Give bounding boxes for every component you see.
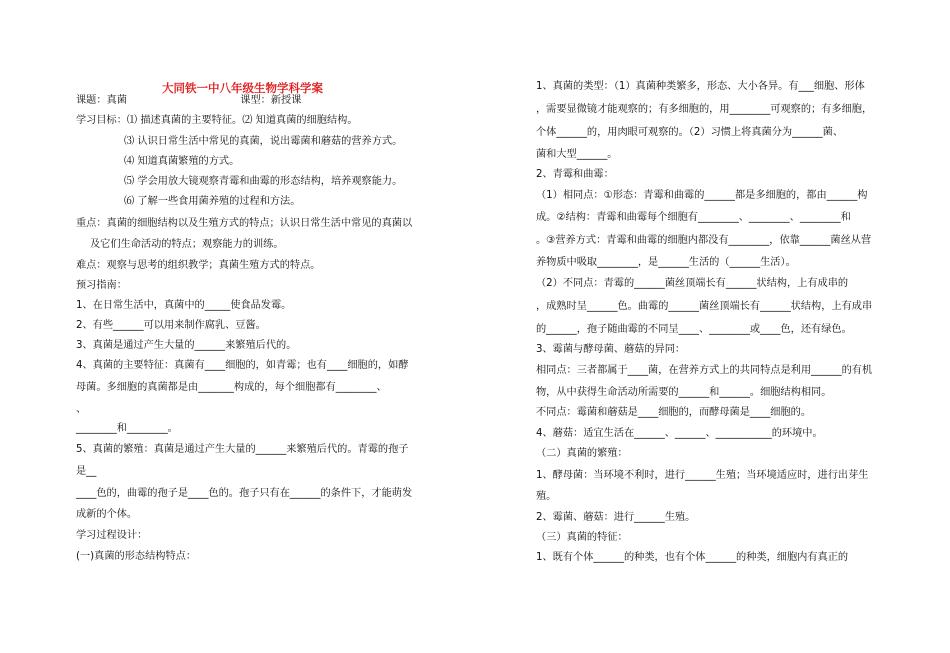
objective-line: ⑸ 学会用放大镜观察青霉和曲霉的形态结构，培养观察能力。 [124, 176, 403, 187]
content-line: 2、青霉和曲霉： [536, 169, 614, 180]
content-line: 1、酵母菌：当环境不利时，进行______生殖；当环境适应时，进行出芽生 [536, 470, 869, 481]
key-points-cont: 及它们生命活动的特点；观察能力的训练。 [90, 239, 284, 250]
content-line: 物，从中获得生命活动所需要的______和______。细胞结构相同。 [536, 387, 832, 398]
content-line: 成。②结构：青霉和曲霉每个细胞有________、________、________和 [536, 212, 851, 223]
key-points: 重点：真菌的细胞结构以及生殖方式的特点；认识日常生活中常见的真菌以 [76, 218, 413, 229]
preview-item: 5、真菌的繁殖：真菌是通过产生大量的______来繁殖后代的。青霉的孢子 [76, 444, 409, 455]
content-line: 2、霉菌、蘑菇：进行______生殖。 [536, 512, 696, 523]
objective-line: ⑷ 知道真菌繁殖的方式。 [124, 156, 240, 167]
content-line: ，需要显微镜才能观察的；有多细胞的，用________可观察的；有多细胞， [536, 104, 873, 115]
preview-item-cont: ____色的，曲霉的孢子是____色的。孢子只有在______的条件下，才能萌发 [76, 488, 413, 499]
section-heading: (一)真菌的形态结构特点： [76, 551, 197, 562]
difficult-points: 难点：观察与思考的组织教学；真菌生殖方式的特点。 [76, 260, 321, 271]
content-line: 1、既有个体______的种类，也有个体______的种类，细胞内有真正的 [536, 552, 849, 563]
content-line: 1、真菌的类型：（1）真菌种类繁多，形态、大小各异。有___细胞、形体 [536, 81, 865, 92]
content-line: 3、霉菌与酵母菌、蘑菇的异同： [536, 344, 686, 355]
content-line: 的______，孢子随曲霉的不同呈____、________或____色，还有绿色。 [536, 324, 852, 335]
preview-item: 1、在日常生活中，真菌中的_____使食品发霉。 [76, 300, 292, 311]
preview-item: 3、真菌是通过产生大量的______来繁殖后代的。 [76, 340, 297, 351]
preview-item-cont: 是__ [76, 466, 97, 477]
preview-guide-heading: 预习指南： [76, 280, 127, 291]
objective-line: ⑹ 了解一些食用菌养殖的过程和方法。 [124, 196, 301, 207]
content-line: 不同点：霉菌和蘑菇是____细胞的，而酵母菌是____细胞的。 [536, 407, 812, 418]
section-heading: （三）真菌的特征： [536, 532, 628, 543]
preview-item: 4、真菌的主要特征：真菌有____细胞的，如青霉；也有____细胞的，如酵 [76, 360, 409, 371]
content-line: 养物质中吸取________，是______生活的（______生活）。 [536, 257, 796, 268]
document-title: 大同铁一中八年级生物学科学案 [162, 81, 323, 95]
preview-item: 2、有些______可以用来制作腐乳、豆酱。 [76, 320, 266, 331]
objective-line: ⑶ 认识日常生活中常见的真菌，说出霉菌和蘑菇的营养方式。 [124, 136, 403, 147]
preview-item-cont: 母菌。多细胞的真菌都是由_______构成的，每个细胞都有________、 [76, 382, 387, 393]
content-line: 相同点：三者都属于____菌，在营养方式上的共同特点是利用______的有机 [536, 365, 873, 376]
lesson-info: 课题：真菌 课型：新授课 [76, 95, 302, 106]
process-heading: 学习过程设计： [76, 530, 148, 541]
content-line: 殖。 [536, 491, 557, 502]
content-line: 个体______的，用肉眼可观察的。（2）习惯上将真菌分为______菌、 [536, 127, 844, 138]
content-line: 菌和大型______。 [536, 149, 618, 160]
content-line: ，成熟时呈______色。曲霉的______菌丝顶端长有______状结构，上有成串 [536, 301, 873, 312]
content-line: （1）相同点：①形态：青霉和曲霉的______都是多细胞的，都由______构 [536, 190, 868, 201]
content-line: 4、蘑菇：适宜生活在______、______、___________的环境中。 [536, 428, 823, 439]
preview-item-cont: 、 [76, 404, 87, 415]
content-line: 。③营养方式：青霉和曲霉的细胞内都没有________，依靠______菌丝从营 [536, 235, 872, 246]
objective-line: 学习目标：⑴ 描述真菌的主要特征。⑵ 知道真菌的细胞结构。 [76, 115, 358, 126]
section-heading: （二）真菌的繁殖： [536, 448, 628, 459]
preview-item-cont: ________和________。 [76, 423, 178, 434]
preview-item-cont: 成新的个体。 [76, 509, 138, 520]
content-line: （2）不同点：青霉的______菌丝顶端长有______状结构，上有成串的 [536, 278, 849, 289]
